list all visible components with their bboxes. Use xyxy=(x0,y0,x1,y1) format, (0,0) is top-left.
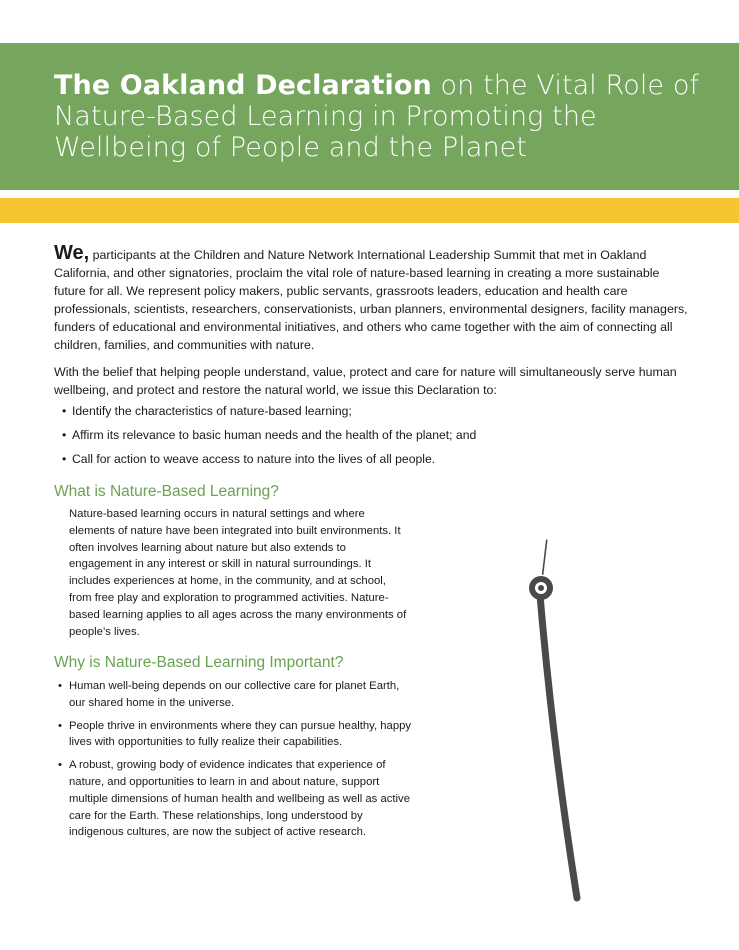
why-item: People thrive in environments where they can pursue healthy, happy lives with opportunities to fully realize their capabilities. xyxy=(69,719,412,749)
declaration-point: Identify the characteristics of nature-based learning; xyxy=(72,404,352,418)
declaration-point: Affirm its relevance to basic human needs and the health of the planet; and xyxy=(72,428,477,442)
accent-bar xyxy=(0,198,739,223)
why-item: A robust, growing body of evidence indicates that experience of nature, and opportunities to learn in and about nature, support multiple dimensions of human health and wellbeing as well as active care for the Earth. These relationships, long understood by indigenous cultures, are now the subject of active research. xyxy=(69,759,410,839)
list-item xyxy=(62,450,476,474)
bullet-icon: • xyxy=(62,428,67,442)
dandelion-stem xyxy=(540,595,577,898)
intro-paragraph xyxy=(54,244,690,354)
seed-stalk xyxy=(543,540,547,574)
list-item xyxy=(58,678,418,712)
why-item: Human well-being depends on our collective care for planet Earth, our shared home in the universe. xyxy=(69,680,400,709)
page-title xyxy=(54,70,714,163)
bullet-icon: • xyxy=(58,719,62,732)
what-heading: What is Nature-Based Learning? xyxy=(54,483,279,500)
list-item xyxy=(62,402,476,426)
list-item xyxy=(58,757,418,841)
what-body: Nature-based learning occurs in natural settings and where elements of nature have been integrated into built environments. It often involves learning about nature but also extends to engagement in any interest or skill in natural surroundings. It includes experiences at home, in the community, and at school, from free play and exploration to programmed activities. Nature-based learning applies to all ages across the many environments of people’s lives. xyxy=(69,508,407,638)
bullet-icon: • xyxy=(58,759,62,772)
bullet-icon: • xyxy=(62,404,67,418)
why-heading: Why is Nature-Based Learning Important? xyxy=(54,654,344,671)
why-list xyxy=(58,678,418,847)
title-bold: The Oakland Declaration xyxy=(54,70,432,101)
title-rest: on the Vital Role of Nature-Based Learning in Promoting the Wellbeing of People and the Planet xyxy=(54,70,700,163)
bullet-icon: • xyxy=(58,680,62,692)
belief-paragraph: With the belief that helping people understand, value, protect and care for nature will simultaneously serve human wellbeing, and protect and restore the natural world, we issue this Declaration to: xyxy=(54,365,677,397)
declaration-list xyxy=(62,402,476,474)
bullet-icon: • xyxy=(62,452,67,466)
dandelion-illustration xyxy=(420,470,739,910)
declaration-point: Call for action to weave access to nature into the lives of all people. xyxy=(72,452,436,466)
intro-text: participants at the Children and Nature Network International Leadership Summit that met in Oakland California, and other signatories, proclaim the vital role of nature-based learning in creating a more sustainable future for all. We represent policy makers, public servants, grassroots leaders, education and health care professionals, scientists, researchers, conservationists, urban planners, environmental designers, facility managers, funders of educational and environmental initiatives, and others who came together with the aim of connecting all children, families, and communities with nature. xyxy=(54,248,688,352)
list-item xyxy=(58,718,418,752)
intro-lead: We, xyxy=(54,242,90,264)
list-item xyxy=(62,426,476,450)
